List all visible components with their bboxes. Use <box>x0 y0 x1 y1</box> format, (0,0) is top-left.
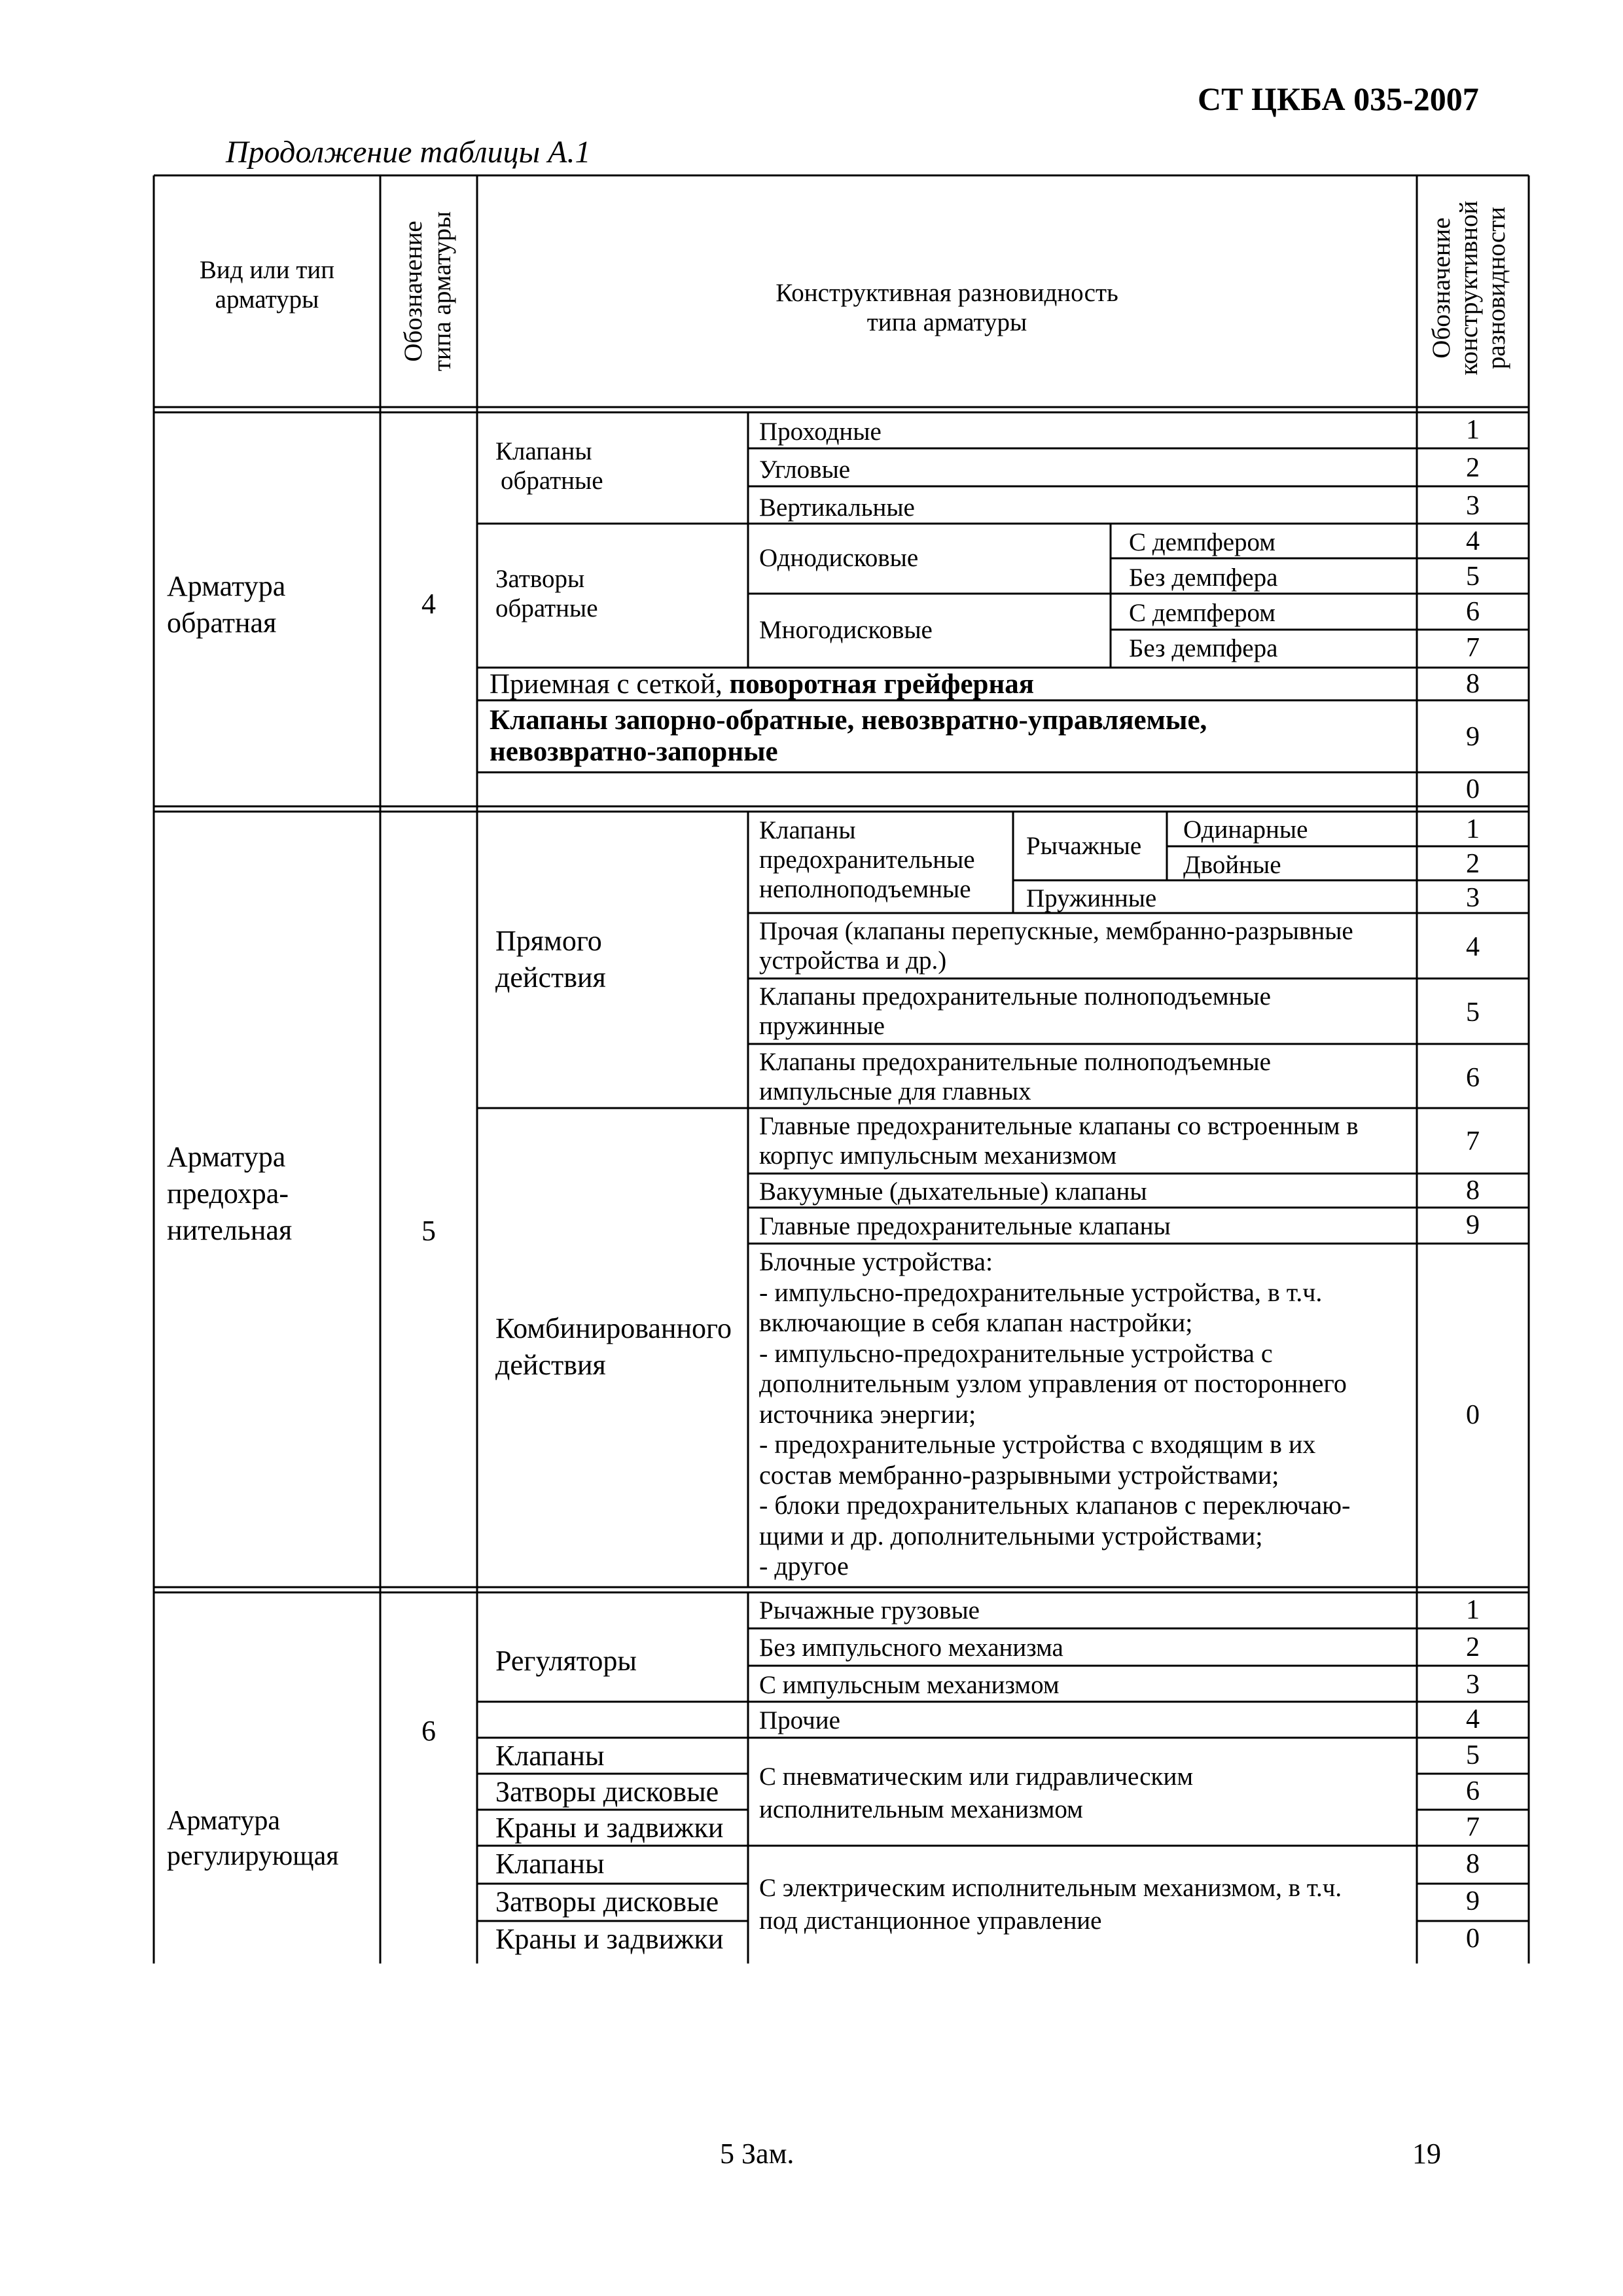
subtype-line: Прямого <box>495 925 602 957</box>
variety-line: Клапаны предохранительные полноподъемные <box>759 982 1271 1011</box>
subtype-label: Клапаны <box>495 1848 605 1880</box>
block-line: - другое <box>759 1551 849 1581</box>
variety-code: 9 <box>1466 722 1480 752</box>
subtype-line: обратные <box>501 467 603 495</box>
variety-code: 5 <box>1466 1740 1480 1770</box>
variety-code: 3 <box>1466 491 1480 521</box>
variety-line: Прочая (клапаны перепускные, мембранно-разрывные <box>759 917 1353 945</box>
subtype-label: Затворы дисковые <box>495 1886 719 1918</box>
type-name <box>167 568 285 641</box>
variety-cell <box>759 816 975 904</box>
revision-note: 5 Зам. <box>720 2138 794 2170</box>
type-code: 6 <box>421 1715 436 1747</box>
variety-cell: Рычажные грузовые <box>759 1596 980 1624</box>
type-name-line: регулирующая <box>167 1841 339 1871</box>
variety-line: Клапаны предохранительные полноподъемные <box>759 1048 1271 1076</box>
variety-line: под дистанционное управление <box>759 1907 1102 1935</box>
variety-cell <box>759 916 1353 975</box>
variety-cell <box>490 705 1207 768</box>
variety-code: 3 <box>1466 883 1480 913</box>
variety-cell: Пружинные <box>1026 884 1157 912</box>
variety-line: Клапаны <box>759 816 856 844</box>
header-variety-code-line: конструктивной <box>1455 200 1483 376</box>
variety-code: 3 <box>1466 1670 1480 1700</box>
variety-code: 0 <box>1466 1924 1480 1954</box>
block-line: - импульсно-предохранительные устройства, в т.ч. <box>759 1277 1323 1307</box>
header-variety-code-line: разновидности <box>1482 206 1510 370</box>
variety-code: 1 <box>1466 814 1480 844</box>
variety-code: 4 <box>1466 526 1480 556</box>
subtype-line: Клапаны <box>495 437 592 465</box>
subtype-label: Регуляторы <box>495 1645 637 1677</box>
document-id: СТ ЦКБА 035-2007 <box>1198 81 1479 117</box>
variety-cell: Вакуумные (дыхательные) клапаны <box>759 1177 1147 1206</box>
variety-text: Приемная с сеткой, <box>490 669 730 700</box>
variety-code: 6 <box>1466 1776 1480 1806</box>
block-line: включающие в себя клапан настройки; <box>759 1308 1193 1337</box>
variety-line: пружинные <box>759 1012 885 1040</box>
block-line: состав мембранно-разрывными устройствами; <box>759 1460 1279 1490</box>
header-variety-code-line: Обозначение <box>1427 217 1455 359</box>
type-name <box>167 1803 339 1874</box>
variety-code: 7 <box>1466 1812 1480 1842</box>
variety-cell: Без импульсного механизма <box>759 1634 1063 1662</box>
type-name-line: предохра- <box>167 1177 289 1210</box>
type-name-line: Арматура <box>167 570 286 602</box>
header-type-line: Вид или тип <box>199 256 335 284</box>
variety-cell <box>759 1761 1193 1826</box>
variety-code: 0 <box>1466 774 1480 804</box>
block-devices-list <box>759 1247 1350 1582</box>
subtype-label <box>495 923 606 996</box>
variety-code: 2 <box>1466 453 1480 483</box>
variety-cell <box>759 1047 1271 1106</box>
variety-cell: Главные предохранительные клапаны <box>759 1212 1171 1240</box>
variety-line: Клапаны запорно-обратные, невозвратно-управляемые, <box>490 705 1207 736</box>
variety-line: предохранительные <box>759 846 975 874</box>
block-line: источника энергии; <box>759 1399 976 1429</box>
variety-code: 2 <box>1466 849 1480 879</box>
subtype-line: обратные <box>495 594 598 622</box>
subtype-label <box>495 1310 732 1384</box>
variety-code: 6 <box>1466 1063 1480 1093</box>
variety-code: 6 <box>1466 597 1480 627</box>
subtype-label: Затворы дисковые <box>495 1776 719 1808</box>
variety-code: 4 <box>1466 1704 1480 1734</box>
variety-cell: Проходные <box>759 418 882 446</box>
damper-cell: Без демпфера <box>1129 634 1278 662</box>
variety-cell: Многодисковые <box>759 616 933 644</box>
variety-cell: С импульсным механизмом <box>759 1671 1060 1699</box>
variety-cell <box>759 1111 1359 1170</box>
subtype-line: действия <box>495 1349 606 1381</box>
variety-code: 7 <box>1466 633 1480 663</box>
variety-code: 8 <box>1466 669 1480 699</box>
variety-cell <box>759 982 1271 1041</box>
block-line: - предохранительные устройства с входящим в их <box>759 1429 1316 1459</box>
header-type-line: арматуры <box>215 285 319 314</box>
subtype-label: Краны и задвижки <box>495 1812 724 1844</box>
variety-code: 8 <box>1466 1849 1480 1879</box>
variety-line: устройства и др.) <box>759 946 947 975</box>
variety-line: корпус импульсным механизмом <box>759 1141 1117 1170</box>
variety-code: 9 <box>1466 1886 1480 1916</box>
variety-code: 5 <box>1466 997 1480 1028</box>
variety-cell <box>490 669 1034 700</box>
subtype-line: Затворы <box>495 565 585 593</box>
variety-code: 2 <box>1466 1632 1480 1662</box>
header-variety-line: типа арматуры <box>866 308 1027 336</box>
subtype-label <box>495 437 603 495</box>
variety-code: 0 <box>1466 1400 1480 1430</box>
type-name-line: обратная <box>167 607 277 639</box>
block-line: щими и др. дополнительными устройствами; <box>759 1520 1263 1551</box>
variety-cell: Вертикальные <box>759 493 915 522</box>
subtype-label <box>495 564 598 623</box>
variety-cell: Угловые <box>759 456 851 484</box>
block-line: - блоки предохранительных клапанов с переключаю- <box>759 1490 1351 1520</box>
header-type-code-line: типа арматуры <box>428 211 456 372</box>
subtype-line: Комбинированного <box>495 1312 732 1344</box>
variety-text-bold: поворотная грейферная <box>729 669 1035 700</box>
type-code: 4 <box>421 588 436 620</box>
subtype-label: Краны и задвижки <box>495 1923 724 1955</box>
variety-code: 7 <box>1466 1126 1480 1157</box>
variety-code: 9 <box>1466 1210 1480 1240</box>
block-line: Блочные устройства: <box>759 1247 993 1276</box>
variety-cell: Рычажные <box>1026 832 1142 860</box>
variety-line: невозвратно-запорные <box>490 736 778 767</box>
variety-line: импульсные для главных <box>759 1077 1031 1105</box>
variety-code: 8 <box>1466 1175 1480 1206</box>
subtype-label: Клапаны <box>495 1740 605 1772</box>
variety-line: неполноподъемные <box>759 875 971 903</box>
variety-line: С электрическим исполнительным механизмом, в т.ч. <box>759 1874 1342 1902</box>
variety-line: исполнительным механизмом <box>759 1795 1083 1823</box>
block-line: - импульсно-предохранительные устройства с <box>759 1338 1273 1368</box>
subtype-line: действия <box>495 961 606 994</box>
header-type-code <box>399 190 457 393</box>
page-number: 19 <box>1412 2138 1441 2170</box>
type-name-line: нительная <box>167 1214 293 1246</box>
damper-cell: С демпфером <box>1129 599 1275 627</box>
type-code: 5 <box>421 1215 436 1247</box>
type-name-line: Арматура <box>167 1141 286 1173</box>
header-type <box>154 255 380 314</box>
variety-cell: Двойные <box>1183 851 1281 879</box>
variety-code: 5 <box>1466 562 1480 592</box>
variety-cell: Прочие <box>759 1706 840 1734</box>
variety-line: Главные предохранительные клапаны со встроенным в <box>759 1112 1359 1140</box>
variety-cell: Одинарные <box>1183 816 1308 844</box>
header-type-code-line: Обозначение <box>399 221 427 362</box>
variety-cell: Однодисковые <box>759 544 919 572</box>
type-name <box>167 1139 292 1249</box>
header-variety-code <box>1428 183 1510 393</box>
variety-code: 4 <box>1466 932 1480 962</box>
variety-code: 1 <box>1466 1595 1480 1625</box>
variety-line: С пневматическим или гидравлическим <box>759 1763 1194 1791</box>
header-variety <box>477 278 1417 337</box>
damper-cell: Без демпфера <box>1129 564 1278 592</box>
variety-cell <box>759 1872 1342 1937</box>
variety-code: 1 <box>1466 415 1480 445</box>
damper-cell: С демпфером <box>1129 528 1275 556</box>
table-continuation-caption: Продолжение таблицы А.1 <box>226 135 591 170</box>
block-line: дополнительным узлом управления от постороннего <box>759 1369 1347 1398</box>
type-name-line: Арматура <box>167 1806 280 1836</box>
header-variety-line: Конструктивная разновидность <box>776 279 1118 307</box>
